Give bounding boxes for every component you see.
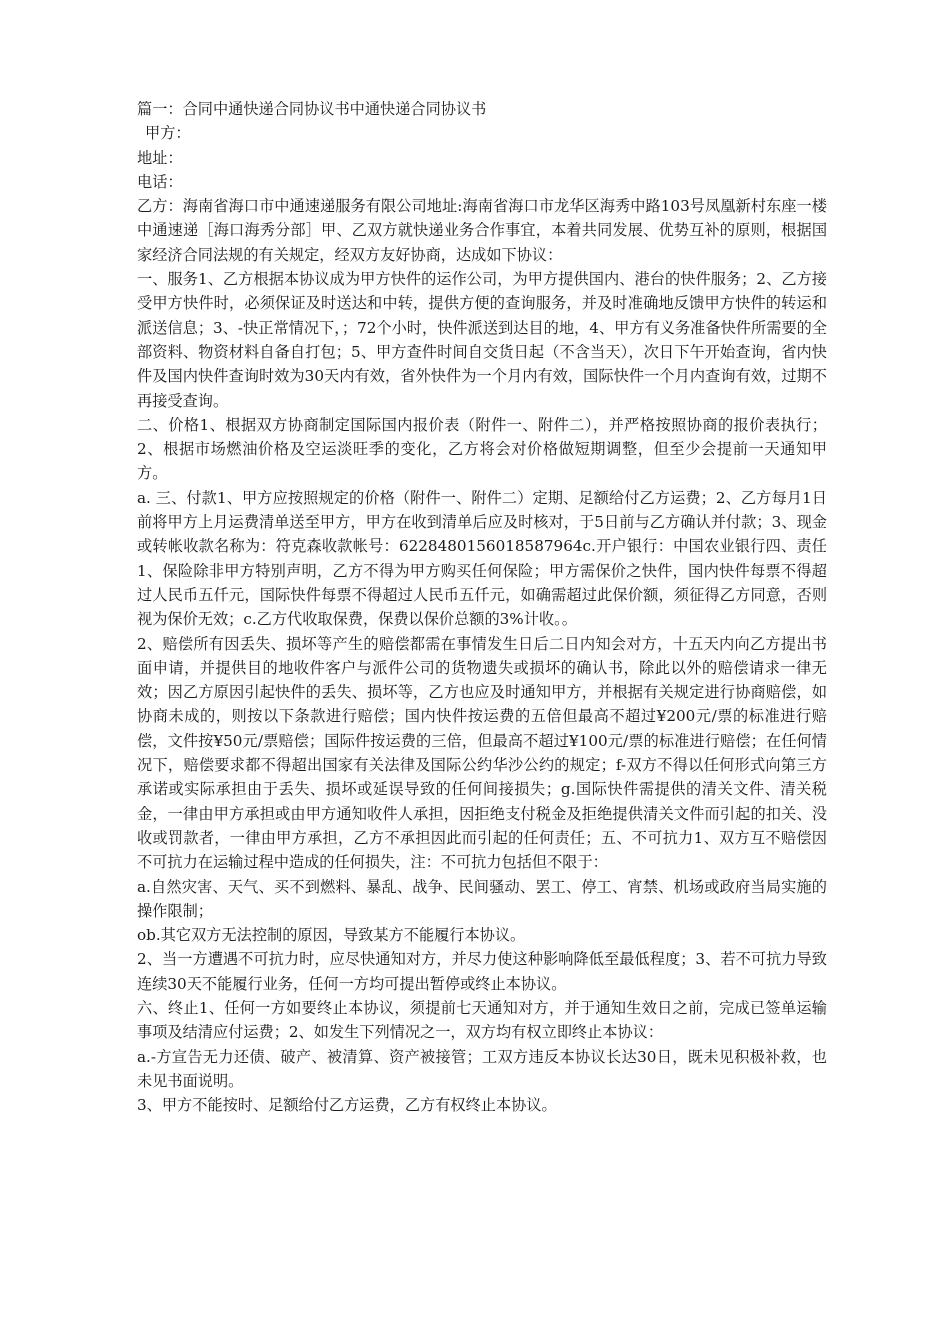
paragraph-force-majeure-a: a.自然灾害、天气、买不到燃料、暴乱、战争、民间骚动、罢工、停工、宵禁、机场或政府当局实施的操作限制； — [137, 877, 827, 920]
paragraph-pricing: 二、价格1、根据双方协商制定国际国内报价表（附件一、附件二），并严格按照协商的报价表执行；2、根据市场燃油价格及空运淡旺季的变化，乙方将会对价格做短期调整，但至少会提前一天通知甲方。 — [137, 415, 827, 483]
document-title: 篇一：合同中通快递合同协议书中通快递合同协议书 — [137, 100, 487, 118]
paragraph-force-majeure-notice: 2、当一方遭遇不可抗力时，应尽快通知对方，并尽力使这种影响降低至最低程度；3、若不可抗力导致连续30天不能履行业务，任何一方均可提出暂停或终止本协议。 — [137, 950, 827, 993]
party-a-label: 甲方： — [145, 124, 191, 143]
phone-label: 电话： — [137, 172, 183, 191]
paragraph-compensation: 2、赔偿所有因丢失、损坏等产生的赔偿都需在事情发生日后二日内知会对方，十五天内向乙方提出书面申请，并提供目的地收件客户与派件公司的货物遗失或损坏的确认书，除此以外的赔偿请求一律无效；因乙方原因引起快件的丢失、损坏等，乙方也应及时通知甲方，并根据有关规定进行协商赔偿，如协商未成的，则按以下条款进行赔偿；国内快件按运费的五倍但最高不超过¥200元/票的标准进行赔偿，文件按¥50元/票赔偿；国际件按运费的三倍，但最高不超过¥100元/票的标准进行赔偿；在任何情况下，赔偿要求都不得超出国家有关法律及国际公约华沙公约的规定；f-双方不得以任何形式向第三方承诺或实际承担由于丢失、损坏或延误导致的任何间接损失；g.国际快件需提供的清关文件、清关税金，一律由甲方承担或由甲方通知收件人承担，因拒绝支付税金及拒绝提供清关文件而引起的扣关、没收或罚款者，一律由甲方承担，乙方不承担因此而引起的任何责任；五、不可抗力1、双方互不赔偿因不可抗力在运输过程中造成的任何损失，注：不可抗力包括但不限于： — [137, 634, 827, 872]
paragraph-payment-liability: a. 三、付款1、甲方应按照规定的价格（附件一、附件二）定期、足额给付乙方运费；2、乙方每月1日前将甲方上月运费清单送至甲方，甲方在收到清单后应及时核对，于5日前与乙方确认并付款；3、现金或转帐收款名称为：符克森收款帐号：6228480156018587964c.开户银行：中国农业银行四、责任1、保险除非甲方特别声明，乙方不得为甲方购买任何保险；甲方需保价之快件，国内快件每票不得超过人民币五仟元，国际快件每票不得超过人民币五仟元，如确需超过此保价额，须征得乙方同意，否则视为保价无效；c.乙方代收取保费，保费以保价总额的3%计收。。 — [137, 488, 827, 629]
paragraph-force-majeure-b: ob.其它双方无法控制的原因，导致某方不能履行本协议。 — [137, 926, 526, 945]
paragraph-termination-3: 3、甲方不能按时、足额给付乙方运费，乙方有权终止本协议。 — [137, 1096, 557, 1115]
paragraph-termination: 六、终止1、任何一方如要终止本协议，须提前七天通知对方，并于通知生效日之前，完成已签单运输事项及结清应付运费；2、如发生下列情况之一，双方均有权立即终止本协议： — [137, 998, 827, 1042]
paragraph-party-b: 乙方：海南省海口市中通速递服务有限公司地址:海南省海口市龙华区海秀中路103号凤凰新村东座一楼中通速递［海口海秀分部］甲、乙双方就快递业务合作事宜，本着共同发展、优势互补的原则，根据国家经济合同法规的有关规定，经双方友好协商，达成如下协议： — [137, 197, 827, 264]
document-page — [137, 97, 827, 1117]
paragraph-services: 一、服务1、乙方根据本协议成为甲方快件的运作公司，为甲方提供国内、港台的快件服务；2、乙方接受甲方快件时，必须保证及时送达和中转，提供方便的查询服务，并及时准确地反馈甲方快件的转运和派送信息；3、-快正常情况下，；72个小时，快件派送到达目的地，4、甲方有义务准备快件所需要的全部资料、物资材料自备自打包；5、甲方查件时间自交货日起（不含当天），次日下午开始查询，省内快件及国内快件查询时效为30天内有效，省外快件为一个月内有效，国际快件一个月内查询有效，过期不再接受查询。 — [137, 270, 827, 410]
paragraph-termination-a: a.-方宣告无力还债、破产、被清算、资产被接管；工双方违反本协议长达30日，既未见积极补救，也未见书面说明。 — [137, 1047, 827, 1090]
address-label: 地址： — [137, 148, 183, 167]
